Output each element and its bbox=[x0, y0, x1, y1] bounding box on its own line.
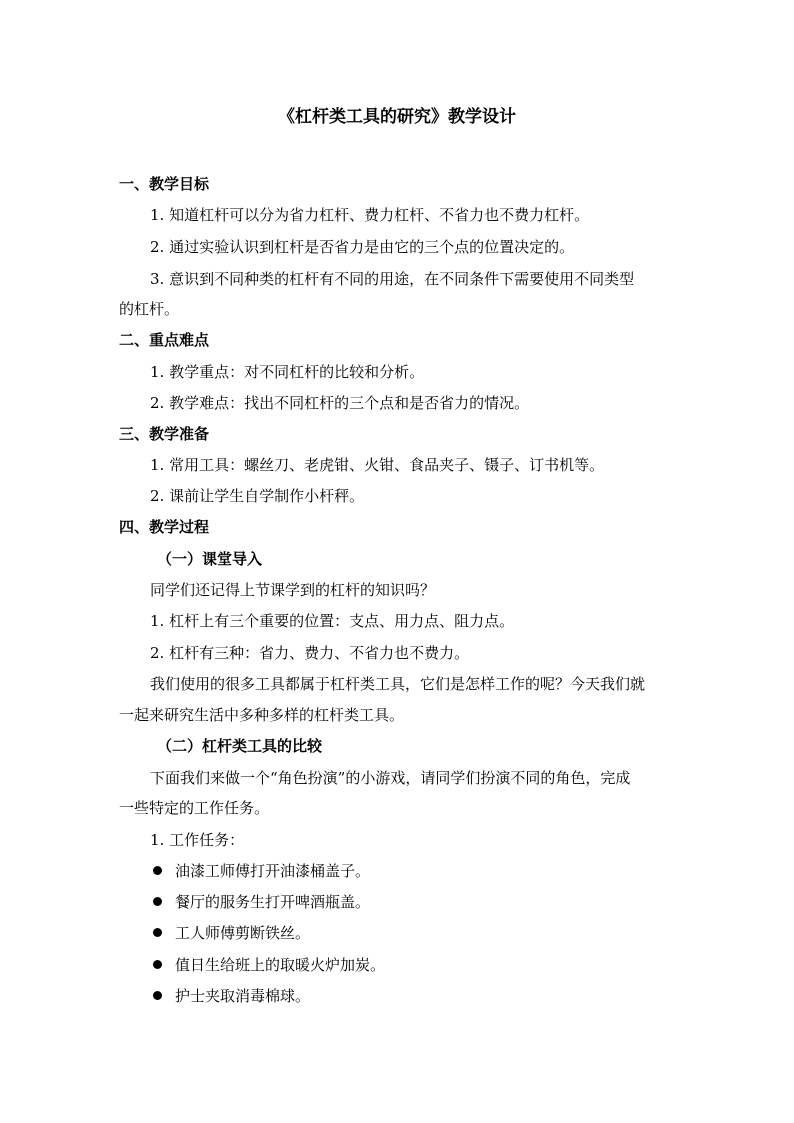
preparation-item-2: 2. 课前让学生自学制作小杆秤。 bbox=[150, 487, 365, 505]
bullet-dot-icon bbox=[153, 866, 162, 875]
task-bullet-text: 油漆工师傅打开油漆桶盖子。 bbox=[175, 862, 371, 880]
preparation-item-1: 1. 常用工具：螺丝刀、老虎钳、火钳、食品夹子、镊子、订书机等。 bbox=[150, 456, 605, 474]
goal-item-3-continued: 的杠杆。 bbox=[119, 300, 180, 318]
task-bullet-text: 工人师傅剪断铁丝。 bbox=[175, 924, 311, 942]
goal-item-2: 2. 通过实验认识到杠杆是否省力是由它的三个点的位置决定的。 bbox=[150, 238, 575, 256]
compare-line-1: 下面我们来做一个“角色扮演”的小游戏，请同学们扮演不同的角色，完成 bbox=[150, 769, 631, 787]
compare-line-2: 一些特定的工作任务。 bbox=[119, 799, 270, 817]
intro-line-4: 我们使用的很多工具都属于杠杆类工具，它们是怎样工作的呢？今天我们就 bbox=[150, 675, 646, 693]
intro-line-5: 一起来研究生活中多种多样的杠杆类工具。 bbox=[119, 706, 405, 724]
key-point-item-1: 1. 教学重点：对不同杠杆的比较和分析。 bbox=[150, 363, 425, 381]
bullet-dot-icon bbox=[153, 928, 162, 937]
key-point-item-2: 2. 教学难点：找出不同杠杆的三个点和是否省力的情况。 bbox=[150, 394, 530, 412]
intro-line-3: 2. 杠杆有三种：省力、费力、不省力也不费力。 bbox=[150, 644, 470, 662]
task-bullet-text: 护士夹取消毒棉球。 bbox=[175, 987, 311, 1005]
section-heading-goals: 一、教学目标 bbox=[119, 175, 210, 193]
section-heading-process: 四、教学过程 bbox=[119, 518, 210, 536]
task-bullet-text: 值日生给班上的取暖火炉加炭。 bbox=[175, 956, 386, 974]
intro-line-2: 1. 杠杆上有三个重要的位置：支点、用力点、阻力点。 bbox=[150, 612, 515, 630]
subsection-heading-intro: （一）课堂导入 bbox=[157, 550, 263, 568]
document-title: 《杠杆类工具的研究》教学设计 bbox=[278, 107, 516, 127]
bullet-dot-icon bbox=[153, 897, 162, 906]
task-bullet-text: 餐厅的服务生打开啤酒瓶盖。 bbox=[175, 893, 371, 911]
section-heading-preparation: 三、教学准备 bbox=[119, 425, 210, 443]
subsection-heading-compare: （二）杠杆类工具的比较 bbox=[157, 737, 323, 755]
bullet-dot-icon bbox=[153, 991, 162, 1000]
bullet-dot-icon bbox=[153, 960, 162, 969]
compare-line-3: 1. 工作任务： bbox=[150, 831, 245, 849]
goal-item-1: 1. 知道杠杆可以分为省力杠杆、费力杠杆、不省力也不费力杠杆。 bbox=[150, 206, 590, 224]
intro-line-1: 同学们还记得上节课学到的杠杆的知识吗？ bbox=[150, 581, 436, 599]
goal-item-3: 3. 意识到不同种类的杠杆有不同的用途，在不同条件下需要使用不同类型 bbox=[150, 270, 635, 288]
section-heading-key-points: 二、重点难点 bbox=[119, 331, 210, 349]
